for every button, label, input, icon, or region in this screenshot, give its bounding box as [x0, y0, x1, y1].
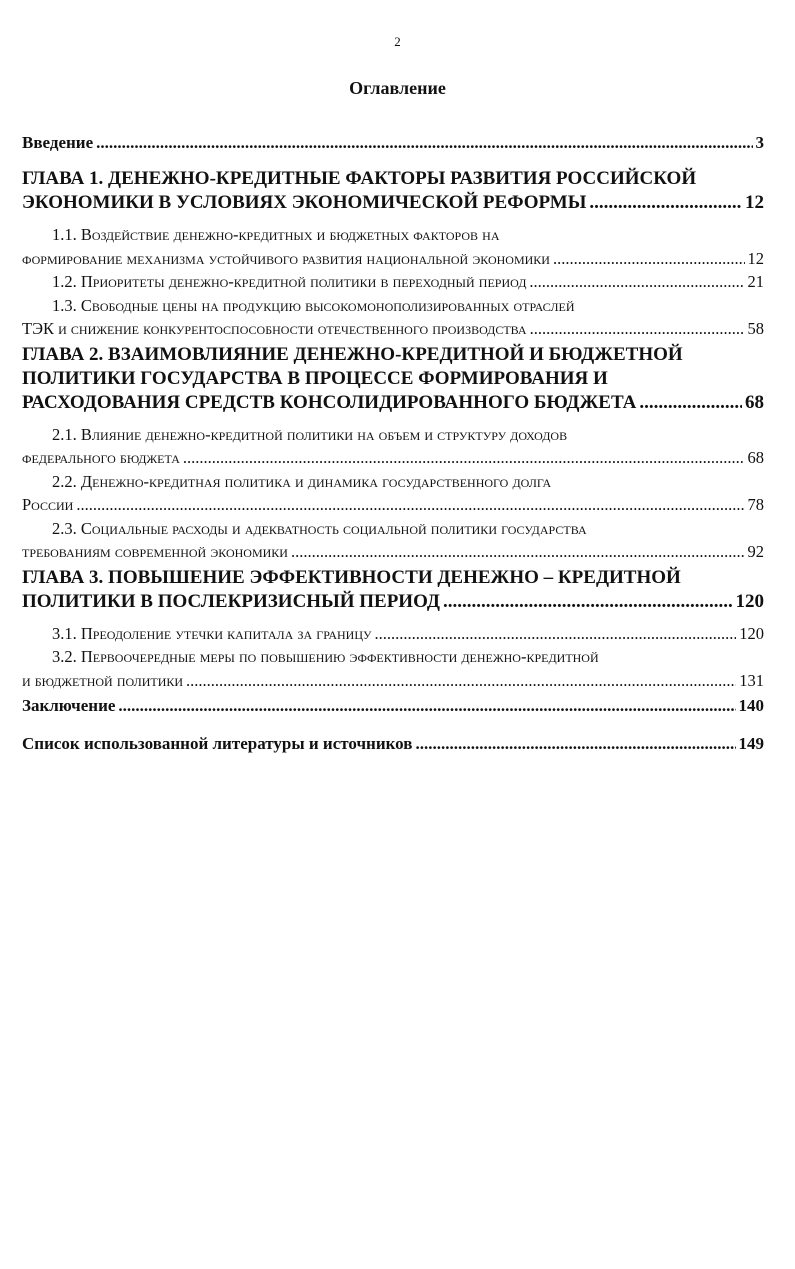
toc-entry-references[interactable]	[22, 732, 764, 755]
section-2-3-page: 92	[747, 542, 764, 561]
chapter-2-title-line-2: ПОЛИТИКИ ГОСУДАРСТВА В ПРОЦЕССЕ ФОРМИРОВАНИЯ И	[22, 367, 608, 389]
references-title: Список использованной литературы и источников	[22, 734, 413, 753]
chapter-2-title-line-3: РАСХОДОВАНИЯ СРЕДСТВ КОНСОЛИДИРОВАННОГО БЮДЖЕТА	[22, 391, 637, 413]
section-1-2-title: 1.2. Приоритеты денежно-кредитной политики в переходный период	[52, 272, 527, 291]
conclusion-title: Заключение	[22, 696, 116, 715]
page-number: 2	[394, 34, 401, 49]
dot-leader	[529, 270, 744, 294]
chapter-3-title-line-1: ГЛАВА 3. ПОВЫШЕНИЕ ЭФФЕКТИВНОСТИ ДЕНЕЖНО – КРЕДИТНОЙ	[22, 566, 681, 588]
dot-leader	[76, 493, 744, 517]
section-1-3-page: 58	[747, 319, 764, 338]
dot-leader	[96, 131, 752, 154]
toc-entry-section-1-3[interactable]	[22, 294, 764, 341]
toc-entry-chapter-2[interactable]	[22, 343, 764, 415]
chapter-3-page: 120	[735, 590, 764, 612]
toc-entry-introduction[interactable]	[22, 131, 764, 154]
dot-leader	[639, 391, 742, 415]
dot-leader	[443, 590, 733, 614]
toc-entry-section-2-1[interactable]	[22, 423, 764, 470]
chapter-1-title-line-1: ГЛАВА 1. ДЕНЕЖНО-КРЕДИТНЫЕ ФАКТОРЫ РАЗВИТИЯ РОССИЙСКОЙ	[22, 168, 697, 189]
toc-entry-section-3-1[interactable]	[22, 622, 764, 646]
dot-leader	[589, 191, 742, 215]
introduction-title: Введение	[22, 133, 94, 152]
toc-entry-section-1-2[interactable]	[22, 270, 764, 294]
section-2-1-title-line-2: федерального бюджета	[22, 448, 180, 467]
section-1-3-title-line-1: 1.3. Свободные цены на продукцию высокомонополизированных отраслей	[52, 295, 575, 315]
chapter-1-page: 12	[745, 192, 764, 213]
toc-entry-section-2-2[interactable]	[22, 470, 764, 517]
section-2-2-title-line-2: России	[22, 495, 74, 514]
section-1-1-title-line-2: формирование механизма устойчивого развития национальной экономики	[22, 248, 550, 268]
dot-leader	[553, 247, 745, 271]
toc-entry-chapter-3[interactable]	[22, 566, 764, 614]
section-2-1-page: 68	[747, 448, 764, 467]
chapter-1-title-line-2: ЭКОНОМИКИ В УСЛОВИЯХ ЭКОНОМИЧЕСКОЙ РЕФОРМЫ	[22, 192, 587, 213]
dot-leader	[415, 732, 735, 755]
section-1-1-page: 12	[747, 248, 764, 268]
dot-leader	[291, 540, 745, 564]
dot-leader	[530, 317, 745, 341]
chapter-2-page: 68	[745, 391, 764, 413]
dot-leader	[375, 622, 737, 646]
section-1-3-title-line-2: ТЭК и снижение конкурентоспособности отечественного производства	[22, 319, 527, 338]
toc-entry-section-1-1[interactable]	[22, 223, 764, 270]
references-page: 149	[738, 734, 764, 753]
dot-leader	[186, 669, 736, 693]
section-2-2-page: 78	[747, 495, 764, 514]
section-1-2-page: 21	[747, 272, 764, 291]
conclusion-page: 140	[738, 696, 764, 715]
toc-entry-section-2-3[interactable]	[22, 517, 764, 564]
section-3-2-title-line-2: и бюджетной политики	[22, 670, 184, 690]
section-3-1-page: 120	[739, 623, 764, 643]
dot-leader	[183, 446, 745, 470]
section-3-1-title: 3.1. Преодоление утечки капитала за границу	[52, 623, 372, 643]
toc-entry-section-3-2[interactable]	[22, 645, 764, 692]
toc-entry-conclusion[interactable]	[22, 694, 764, 717]
section-2-1-title-line-1: 2.1. Влияние денежно-кредитной политики на объем и структуру доходов	[52, 424, 568, 444]
section-2-3-title-line-1: 2.3. Социальные расходы и адекватность социальной политики государства	[52, 518, 587, 538]
section-2-3-title-line-2: требованиям современной экономики	[22, 542, 288, 561]
page-title: Оглавление	[349, 78, 446, 98]
introduction-page: 3	[755, 133, 764, 152]
section-1-1-title-line-1: 1.1. Воздействие денежно-кредитных и бюджетных факторов на	[52, 225, 500, 244]
section-3-2-title-line-1: 3.2. Первоочередные меры по повышению эффективности денежно-кредитной	[52, 647, 599, 666]
dot-leader	[118, 694, 735, 717]
table-of-contents	[22, 131, 764, 755]
chapter-3-title-line-2: ПОЛИТИКИ В ПОСЛЕКРИЗИСНЫЙ ПЕРИОД	[22, 590, 440, 612]
section-2-2-title-line-1: 2.2. Денежно-кредитная политика и динамика государственного долга	[52, 471, 552, 491]
toc-entry-chapter-1[interactable]	[22, 167, 764, 215]
section-3-2-page: 131	[739, 670, 764, 690]
chapter-2-title-line-1: ГЛАВА 2. ВЗАИМОВЛИЯНИЕ ДЕНЕЖНО-КРЕДИТНОЙ И БЮДЖЕТНОЙ	[22, 343, 683, 365]
